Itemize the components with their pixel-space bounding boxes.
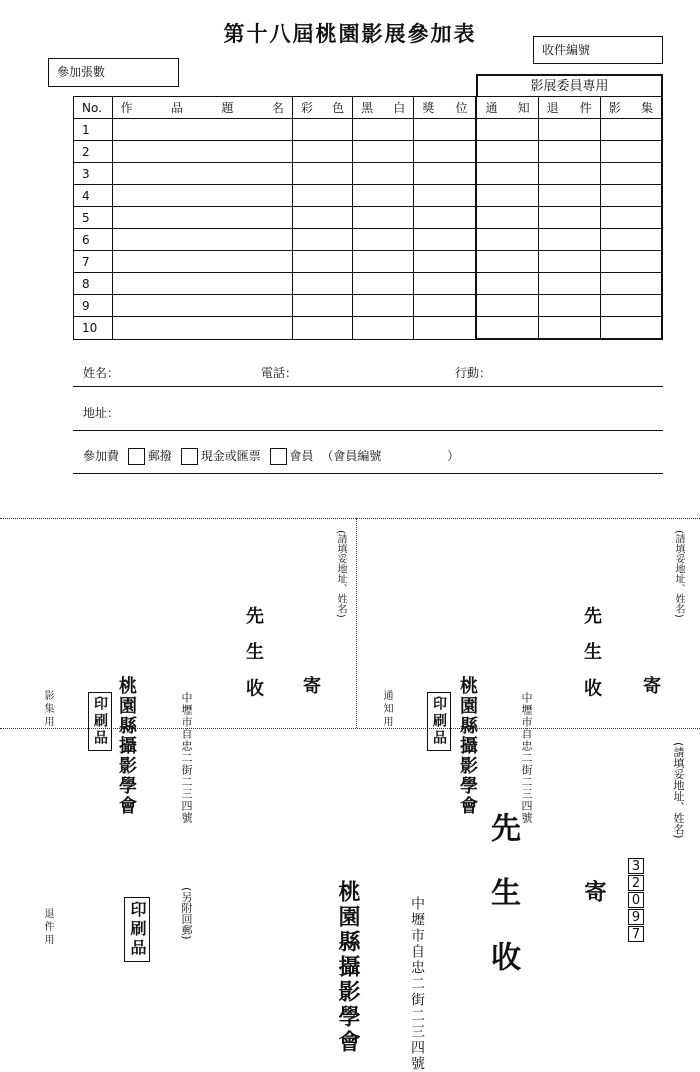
col-return (538, 97, 600, 119)
row-number: 10 (74, 317, 113, 340)
postal-option-label: 郵撥 (147, 449, 172, 463)
cell-notify[interactable] (476, 273, 538, 295)
committee-header (476, 74, 663, 97)
header-char: 位 (455, 101, 468, 115)
cut-line-top (0, 518, 700, 519)
cell-album[interactable] (600, 273, 662, 295)
entries-count-box[interactable] (48, 58, 179, 87)
col-album (600, 97, 662, 119)
cell-notify[interactable] (476, 207, 538, 229)
cell-title[interactable] (112, 141, 292, 163)
cell-color[interactable] (292, 163, 352, 185)
cell-return[interactable] (538, 317, 600, 340)
cell-bw[interactable] (353, 185, 414, 207)
notify-use-label: 通知用 (381, 690, 392, 729)
address-label: 地址： (83, 406, 120, 420)
sender-name: 桃園縣攝影學會 (457, 676, 478, 816)
header-char: 名 (271, 101, 284, 115)
cell-title[interactable] (112, 317, 292, 340)
header-char: 黑 (361, 101, 374, 115)
please-fill-note: (請填妥地址、姓名) (672, 742, 685, 839)
cell-album[interactable] (600, 163, 662, 185)
name-label: 姓名： (83, 366, 120, 380)
cell-album[interactable] (600, 141, 662, 163)
row-number: 5 (74, 207, 113, 229)
entries-count-label: 參加張數 (57, 65, 106, 79)
cell-award[interactable] (414, 207, 477, 229)
cell-title[interactable] (112, 251, 292, 273)
cell-notify[interactable] (476, 317, 538, 340)
col-color (292, 97, 352, 119)
cell-award[interactable] (414, 229, 477, 251)
cell-color[interactable] (292, 141, 352, 163)
address-line[interactable] (73, 430, 663, 431)
cash-checkbox[interactable] (181, 448, 198, 465)
postal-digit-box: 2 (628, 875, 644, 891)
cell-award[interactable] (414, 251, 477, 273)
cell-award[interactable] (414, 119, 477, 141)
album-use-label: 影集用 (42, 690, 53, 729)
header-char: 色 (332, 101, 345, 115)
cell-color[interactable] (292, 229, 352, 251)
cell-title[interactable] (112, 119, 292, 141)
cell-title[interactable] (112, 163, 292, 185)
header-char: 知 (517, 101, 530, 115)
cell-album[interactable] (600, 185, 662, 207)
cell-color[interactable] (292, 317, 352, 340)
cell-notify[interactable] (476, 119, 538, 141)
cell-color[interactable] (292, 295, 352, 317)
cell-title[interactable] (112, 229, 292, 251)
cell-album[interactable] (600, 229, 662, 251)
recipient-label-large: 先 生 收 (485, 812, 520, 983)
cell-title[interactable] (112, 185, 292, 207)
cell-return[interactable] (538, 295, 600, 317)
return-use-label: 退件用 (42, 908, 53, 947)
header-char: 通 (485, 101, 498, 115)
cell-album[interactable] (600, 251, 662, 273)
table-row (74, 185, 663, 207)
attached-reply-note: (另附回郵) (180, 887, 193, 940)
table-row (74, 229, 663, 251)
col-title (112, 97, 292, 119)
sender-address: 中壢市自忠二街二三四號 (520, 692, 533, 824)
table-row (74, 273, 663, 295)
member-option-label: 會員 (289, 449, 314, 463)
send-char: 寄 (300, 676, 321, 694)
cell-notify[interactable] (476, 163, 538, 185)
fee-label: 參加費 (83, 449, 120, 463)
sender-name-large: 桃園縣攝影學會 (335, 880, 360, 1055)
postal-digit-box: 9 (628, 909, 644, 925)
postal-digit-box: 7 (628, 926, 644, 942)
sender-address-large: 中壢市自忠二街二三四號 (409, 896, 425, 1072)
receipt-no-label: 收件編號 (542, 43, 591, 57)
entry-table (73, 96, 663, 340)
row-number: 8 (74, 273, 113, 295)
please-fill-note: (請填妥地址、姓名) (673, 530, 684, 618)
row-number: 4 (74, 185, 113, 207)
row-number: 1 (74, 119, 113, 141)
cell-bw[interactable] (353, 141, 414, 163)
header-char: 件 (579, 101, 592, 115)
please-fill-note: (請填妥地址、姓名) (335, 530, 346, 618)
member-no-label: （會員編號 (321, 449, 382, 463)
cell-return[interactable] (538, 273, 600, 295)
recipient-label: 先 生 收 (243, 606, 264, 703)
header-char: 影 (608, 101, 621, 115)
postal-digit-box: 0 (628, 892, 644, 908)
cell-color[interactable] (292, 119, 352, 141)
postal-digit-box: 3 (628, 858, 644, 874)
cell-notify[interactable] (476, 229, 538, 251)
header-char: 白 (393, 101, 406, 115)
mobile-label: 行動： (455, 366, 492, 380)
cell-color[interactable] (292, 185, 352, 207)
printed-matter-stamp: 印刷品 (427, 692, 451, 751)
cell-award[interactable] (414, 317, 477, 340)
receipt-no-box[interactable] (533, 36, 663, 64)
printed-matter-stamp-large: 印刷品 (124, 897, 150, 962)
cell-notify[interactable] (476, 141, 538, 163)
cell-return[interactable] (538, 141, 600, 163)
cell-title[interactable] (112, 273, 292, 295)
header-char: 彩 (300, 101, 313, 115)
cell-bw[interactable] (353, 163, 414, 185)
cell-album[interactable] (600, 207, 662, 229)
sender-name: 桃園縣攝影學會 (116, 676, 137, 816)
header-char: 題 (221, 101, 234, 115)
table-header-row (74, 97, 663, 119)
cell-album[interactable] (600, 119, 662, 141)
cell-bw[interactable] (353, 119, 414, 141)
table-row (74, 141, 663, 163)
table-row (74, 317, 663, 340)
committee-header-label: 影展委員專用 (530, 79, 609, 94)
cash-option-label: 現金或匯票 (200, 449, 261, 463)
fee-line (73, 473, 663, 474)
cell-return[interactable] (538, 229, 600, 251)
postal-checkbox[interactable] (128, 448, 145, 465)
cell-return[interactable] (538, 119, 600, 141)
row-number: 3 (74, 163, 113, 185)
cell-bw[interactable] (353, 295, 414, 317)
cell-bw[interactable] (353, 207, 414, 229)
table-row (74, 295, 663, 317)
name-line[interactable] (73, 386, 663, 387)
col-award (414, 97, 477, 119)
row-number: 2 (74, 141, 113, 163)
col-no: No. (74, 97, 113, 119)
postal-code-boxes (628, 858, 644, 943)
member-no-close: ） (447, 449, 460, 463)
send-char-large: 寄 (581, 880, 606, 902)
cell-award[interactable] (414, 141, 477, 163)
col-notify (476, 97, 538, 119)
row-number: 7 (74, 251, 113, 273)
form-title: 第十八屆桃園影展參加表 (223, 22, 477, 46)
header-char: 作 (120, 101, 133, 115)
header-char: 退 (546, 101, 559, 115)
row-number: 6 (74, 229, 113, 251)
fee-row (83, 447, 459, 465)
cell-return[interactable] (538, 185, 600, 207)
cell-bw[interactable] (353, 317, 414, 340)
printed-matter-stamp: 印刷品 (88, 692, 112, 751)
sender-address: 中壢市自忠二街二三四號 (180, 692, 193, 824)
recipient-label: 先 生 收 (581, 606, 602, 703)
cell-color[interactable] (292, 251, 352, 273)
header-char: 獎 (422, 101, 435, 115)
cell-color[interactable] (292, 273, 352, 295)
cell-bw[interactable] (353, 251, 414, 273)
cell-return[interactable] (538, 163, 600, 185)
cell-award[interactable] (414, 273, 477, 295)
cell-notify[interactable] (476, 251, 538, 273)
cell-title[interactable] (112, 295, 292, 317)
header-char: 集 (640, 101, 653, 115)
cell-title[interactable] (112, 207, 292, 229)
cell-color[interactable] (292, 207, 352, 229)
cell-return[interactable] (538, 207, 600, 229)
cell-bw[interactable] (353, 229, 414, 251)
col-bw (353, 97, 414, 119)
table-row (74, 119, 663, 141)
cell-notify[interactable] (476, 185, 538, 207)
cell-album[interactable] (600, 317, 662, 340)
cut-line-middle (356, 518, 357, 728)
cell-notify[interactable] (476, 295, 538, 317)
table-row (74, 251, 663, 273)
cell-award[interactable] (414, 185, 477, 207)
row-number: 9 (74, 295, 113, 317)
send-char: 寄 (640, 676, 661, 694)
cell-bw[interactable] (353, 273, 414, 295)
cell-album[interactable] (600, 295, 662, 317)
cell-award[interactable] (414, 163, 477, 185)
cell-award[interactable] (414, 295, 477, 317)
phone-label: 電話： (261, 366, 298, 380)
cell-return[interactable] (538, 251, 600, 273)
header-char: 品 (171, 101, 184, 115)
table-row (74, 163, 663, 185)
table-row (74, 207, 663, 229)
member-checkbox[interactable] (270, 448, 287, 465)
